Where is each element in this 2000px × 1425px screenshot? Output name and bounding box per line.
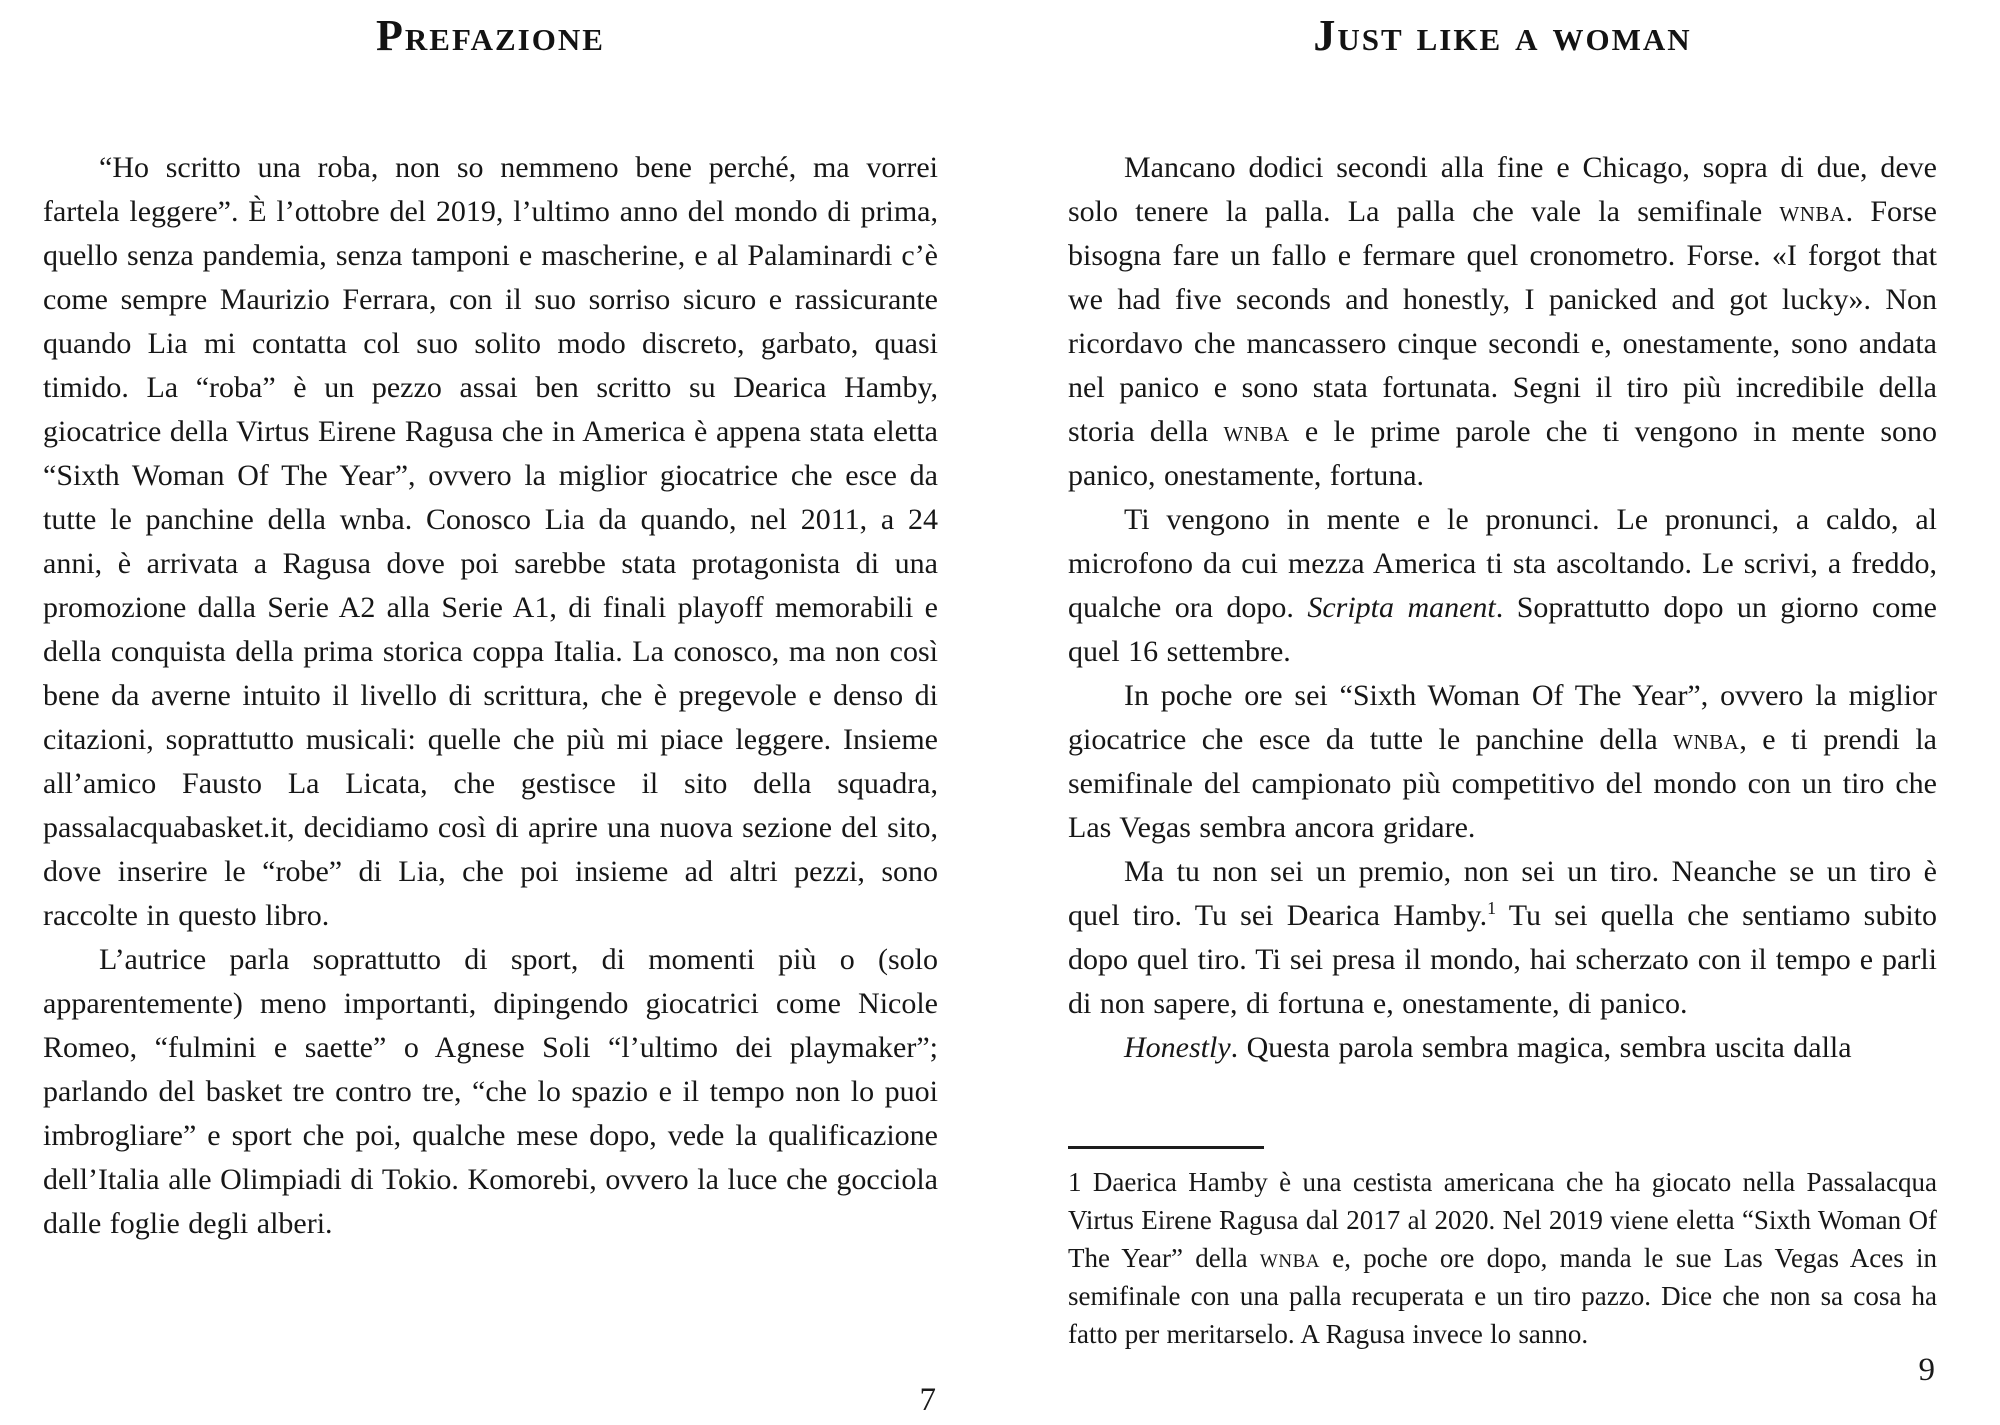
page-right [1068,0,1937,1425]
paragraph [43,938,938,1246]
paragraph [1068,498,1937,674]
paragraph [1068,146,1937,498]
smallcaps-text: wnba [1673,723,1740,756]
footnote-divider [1068,1146,1264,1149]
smallcaps-text: wnba [1223,415,1290,448]
chapter-title-left: Prefazione [376,11,605,60]
text-run: Ti vengono in mente e le pronunci. Le pronunci, a caldo, al microfono da cui mezza America ti sta ascoltando. Le scrivi, a freddo, qualche ora dopo. [1068,503,1937,624]
chapter-title-right: Just like a woman [1313,11,1692,60]
text-run: In poche ore sei “Sixth Woman Of The Year”, ovvero la miglior giocatrice che esce da tutte le panchine della [1068,679,1937,756]
paragraph [43,146,938,938]
text-run: L’autrice parla soprattutto di sport, di momenti più o (solo apparentemente) meno importanti, dipingendo giocatrici come Nicole Romeo, “fulmini e saette” o Agnese Soli “l’ultimo dei playmaker”; parlando del basket tre contro tre, “che lo spazio e il tempo non lo puoi imbrogliare” e sport che poi, qualche mese dopo, vede la qualificazione dell’Italia alle Olimpiadi di Tokio. Komorebi, ovvero la luce che gocciola dalle foglie degli alberi. [43,943,938,1240]
paragraph [1068,1163,1937,1353]
paragraph [1068,1026,1937,1070]
italic-text: Honestly [1124,1031,1231,1064]
text-run: e, poche ore dopo, manda le sue Las Vegas Aces in semifinale con una palla recuperata e un tiro pazzo. Dice che non sa cosa ha fatto per meritarselo. A Ragusa invece lo sanno. [1068,1243,1937,1349]
text-run: Mancano dodici secondi alla fine e Chicago, sopra di due, deve solo tenere la palla. La palla che vale la semifinale [1068,151,1937,228]
page-body-right [1068,146,1937,1070]
text-run: “Ho scritto una roba, non so nemmeno bene perché, ma vorrei fartela leggere”. È l’ottobre del 2019, l’ultimo anno del mondo di prima, quello senza pandemia, senza tamponi e mascherine, e al Palaminardi c’è come sempre Maurizio Ferrara, con il suo sorriso sicuro e rassicurante quando Lia mi contatta col suo solito modo discreto, garbato, quasi timido. La “roba” è un pezzo assai ben scritto su Dearica Hamby, giocatrice della Virtus Eirene Ragusa che in America è appena stata eletta “Sixth Woman Of The Year”, ovvero la miglior giocatrice che esce da tutte le panchine della wnba. Conosco Lia da quando, nel 2011, a 24 anni, è arrivata a Ragusa dove poi sarebbe stata protagonista di una promozione dalla Serie A2 alla Serie A1, di finali playoff memorabili e della conquista della prima storica coppa Italia. La conosco, ma non così bene da averne intuito il livello di scrittura, che è pregevole e denso di citazioni, soprattutto musicali: quelle che più mi piace leggere. Insieme all’amico Fausto La Licata, che gestisce il sito della squadra, passalacquabasket.it, decidiamo così di aprire una nuova sezione del sito, dove inserire le “robe” di Lia, che poi insieme ad altri pezzi, sono raccolte in questo libro. [43,151,938,932]
smallcaps-text: wnba [1779,195,1846,228]
text-run: e le prime parole che ti vengono in mente sono panico, onestamente, fortuna. [1068,415,1938,492]
text-run: Ma tu non sei un premio, non sei un tiro. Neanche se un tiro è quel tiro. Tu sei Dearica Hamby. [1068,855,1937,932]
text-run: 1 Daerica Hamby è una cestista americana che ha giocato nella Passalacqua Virtus Eirene Ragusa dal 2017 al 2020. Nel 2019 viene eletta “Sixth Woman Of The Year” della [1068,1167,1937,1273]
page-number-left: 7 [919,1382,936,1418]
footnote [1068,1146,1937,1353]
page-left [43,0,938,1425]
text-run: , e ti prendi la semifinale del campionato più competitivo del mondo con un tiro che Las Vegas sembra ancora gridare. [1068,723,1937,844]
text-run: Tu sei quella che sentiamo subito dopo quel tiro. Ti sei presa il mondo, hai scherzato con il tempo e parli di non sapere, di fortuna e, onestamente, di panico. [1068,899,1938,1020]
text-run: . Soprattutto dopo un giorno come quel 16 settembre. [1068,591,1937,668]
text-run: . Questa parola sembra magica, sembra uscita dalla [1230,1031,1852,1064]
italic-text: Scripta manent [1307,591,1496,624]
footnote-reference: 1 [1487,898,1497,918]
page-body-left [43,146,938,1246]
paragraph [1068,850,1937,1026]
page-number-right: 9 [1918,1352,1935,1388]
smallcaps-text: wnba [1259,1243,1320,1273]
footnote-text [1068,1163,1937,1353]
text-run: . Forse bisogna fare un fallo e fermare quel cronometro. Forse. «I forgot that we had five seconds and honestly, I panicked and got lucky». Non ricordavo che mancassero cinque secondi e, onestamente, sono andata nel panico e sono stata fortunata. Segni il tiro più incredibile della storia della [1068,195,1937,448]
paragraph [1068,674,1937,850]
